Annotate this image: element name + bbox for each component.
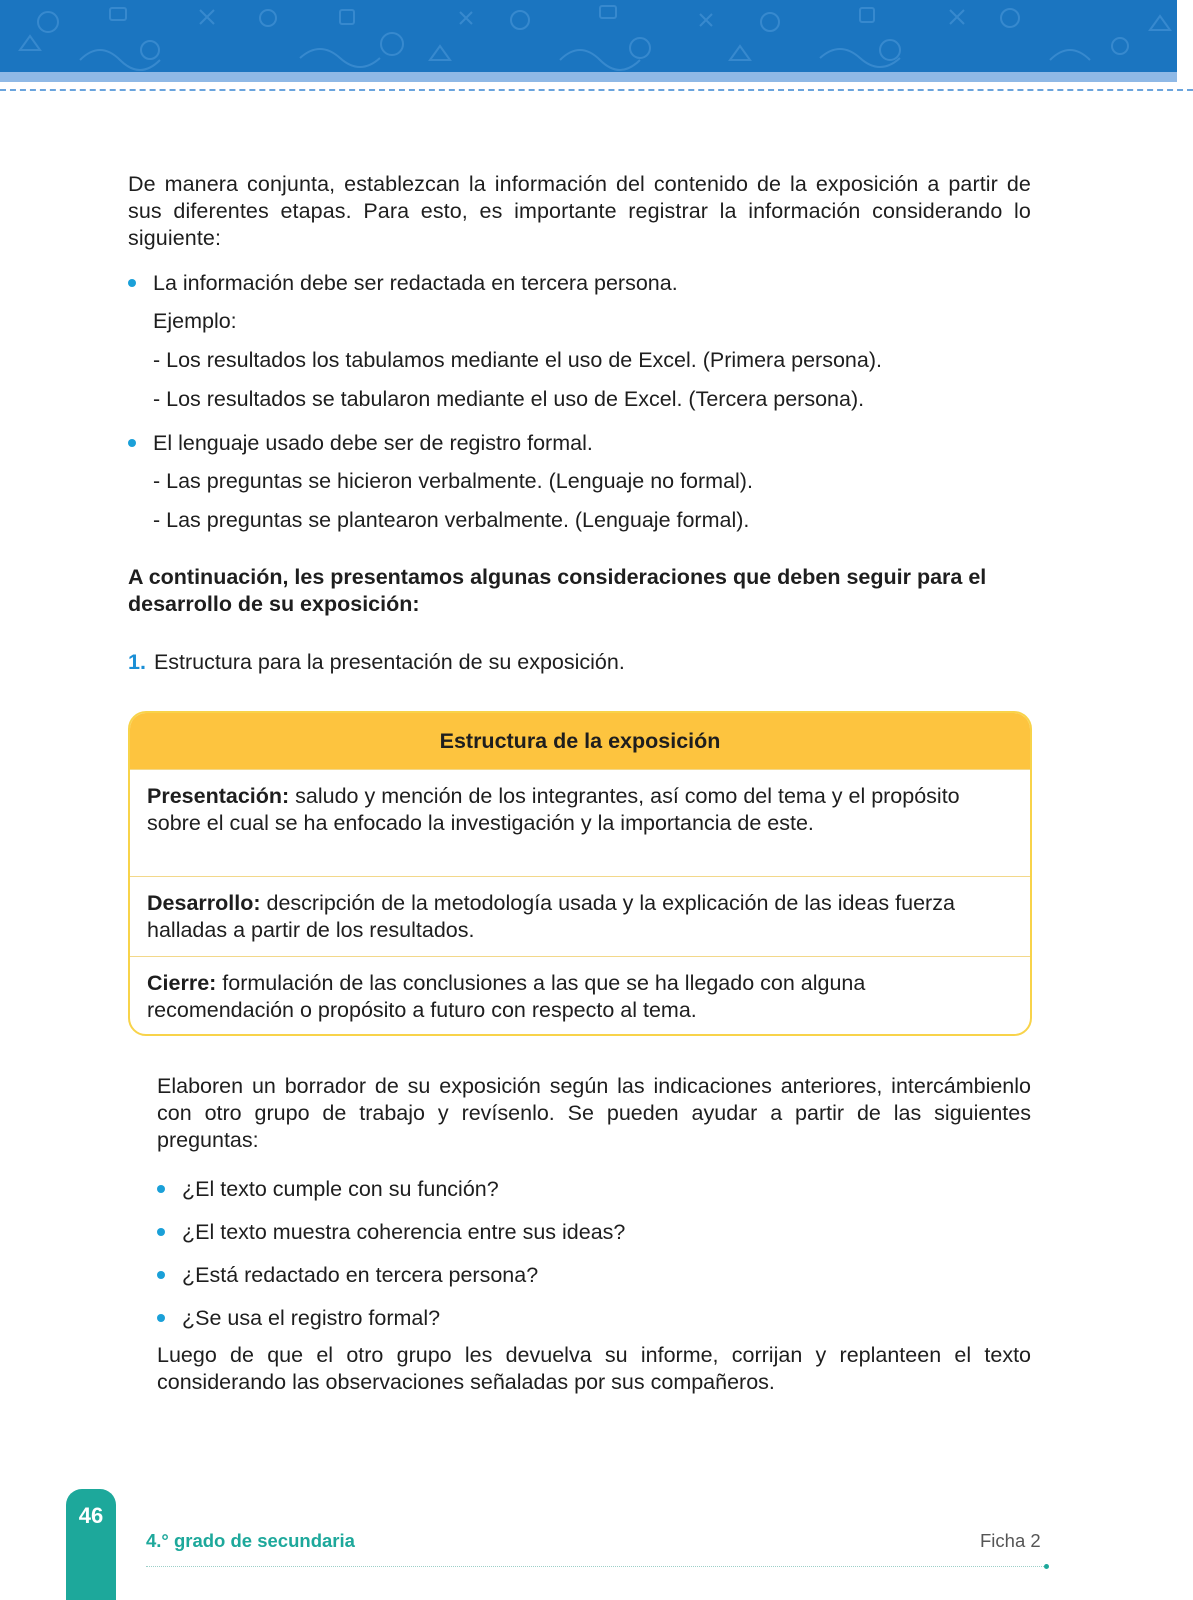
- row-description: saludo y mención de los integrantes, así como del tema y el propósito sobre el cual se ha enfocado la investigación y la importancia de este.: [147, 784, 960, 835]
- sheet-label: Ficha 2: [980, 1530, 1041, 1551]
- example-label: Ejemplo:: [153, 309, 237, 333]
- grade-label: 4.° grado de secundaria: [146, 1530, 355, 1551]
- bullet-icon: [128, 439, 136, 447]
- intro-paragraph: De manera conjunta, establezcan la información del contenido de la exposición a partir de sus diferentes etapas. Para esto, es importante registrar la información considerando lo siguiente:: [128, 172, 1031, 250]
- bullet-icon: [157, 1314, 165, 1322]
- page-number: 46: [66, 1489, 116, 1600]
- header-dashed-divider: [0, 89, 1193, 91]
- numbered-step: [128, 649, 625, 676]
- row-description: formulación de las conclusiones a las que se ha llegado con alguna recomendación o propósito a futuro con respecto al tema.: [147, 971, 866, 1022]
- bullet-icon: [157, 1185, 165, 1193]
- bullet-icon: [157, 1271, 165, 1279]
- question-text: ¿El texto muestra coherencia entre sus ideas?: [182, 1220, 626, 1244]
- table-title: Estructura de la exposición: [130, 713, 1030, 769]
- banner-stripe: [0, 72, 1193, 82]
- example-line: - Los resultados se tabularon mediante el uso de Excel. (Tercera persona).: [153, 387, 865, 411]
- bullet-icon: [157, 1228, 165, 1236]
- rule-text: El lenguaje usado debe ser de registro formal.: [153, 431, 593, 455]
- considerations-heading: A continuación, les presentamos algunas consideraciones que deben seguir para el desarrollo de su exposición:: [128, 565, 987, 616]
- example-line: - Las preguntas se plantearon verbalmente. (Lenguaje formal).: [153, 508, 750, 532]
- step-number: 1.: [128, 650, 146, 674]
- row-term: Desarrollo:: [147, 891, 261, 915]
- final-paragraph: Luego de que el otro grupo les devuelva su informe, corrijan y replanteen el texto considerando las observaciones señaladas por sus compañeros.: [157, 1343, 1031, 1394]
- footer-dot-icon: [1044, 1564, 1049, 1569]
- draft-paragraph: Elaboren un borrador de su exposición según las indicaciones anteriores, intercámbienlo con otro grupo de trabajo y revísenlo. Se pueden ayudar a partir de las siguientes preguntas:: [157, 1074, 1031, 1152]
- bullet-icon: [128, 279, 136, 287]
- footer-divider: [146, 1566, 1046, 1567]
- example-line: - Las preguntas se hicieron verbalmente. (Lenguaje no formal).: [153, 469, 753, 493]
- step-text: Estructura para la presentación de su exposición.: [153, 650, 625, 674]
- row-term: Cierre:: [147, 971, 217, 995]
- table-row: [130, 769, 1030, 876]
- banner-edge: [1177, 0, 1193, 82]
- example-line: - Los resultados los tabulamos mediante el uso de Excel. (Primera persona).: [153, 348, 882, 372]
- table-row: [130, 956, 1030, 1036]
- structure-table: [128, 711, 1032, 1036]
- doodle-pattern: [0, 0, 1193, 72]
- row-description: descripción de la metodología usada y la explicación de las ideas fuerza halladas a partir de los resultados.: [147, 891, 955, 942]
- row-term: Presentación:: [147, 784, 290, 808]
- question-text: ¿El texto cumple con su función?: [182, 1177, 499, 1201]
- table-row: [130, 876, 1030, 956]
- question-text: ¿Se usa el registro formal?: [182, 1306, 441, 1330]
- header-banner: [0, 0, 1193, 82]
- rule-text: La información debe ser redactada en tercera persona.: [153, 271, 678, 295]
- question-text: ¿Está redactado en tercera persona?: [182, 1263, 539, 1287]
